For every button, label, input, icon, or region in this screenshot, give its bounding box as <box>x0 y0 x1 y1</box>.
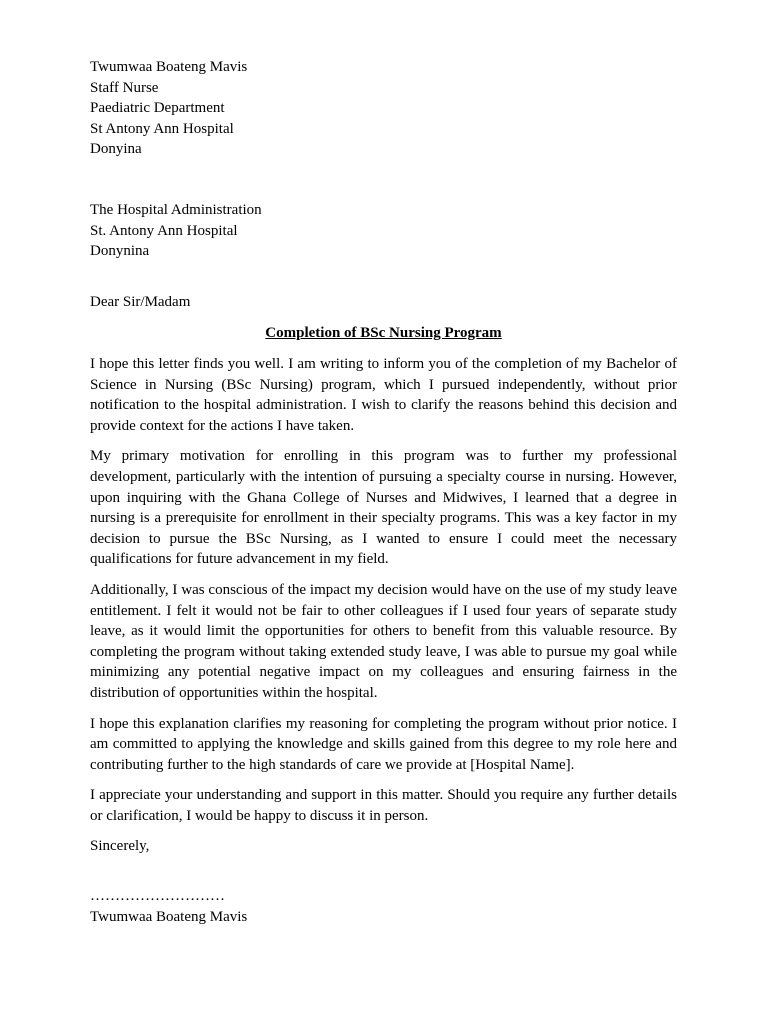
closing: Sincerely, <box>90 838 150 854</box>
sender-address <box>90 57 677 160</box>
body-paragraph-2: My primary motivation for enrolling in this program was to further my professional development, particularly with the intention of pursuing a specialty course in nursing. However, upon inquiring with the Ghana College of Nurses and Midwives, I learned that a degree in nursing is a prerequisite for enrollment in their specialty programs. This was a key factor in my decision to pursue the BSc Nursing, as I wanted to ensure I could meet the necessary qualifications for future advancement in my field. <box>90 448 677 568</box>
signature-line: ……………………… <box>90 888 225 904</box>
recipient-line-1: The Hospital Administration <box>90 202 262 218</box>
recipient-line-3: Donynina <box>90 243 150 260</box>
body-paragraph-1: I hope this letter finds you well. I am writing to inform you of the completion of my Bachelor of Science in Nursing (BSc Nursing) program, which I pursued independently, without prior notification to the hospital administration. I wish to clarify the reasons behind this decision and provide context for the actions I have taken. <box>90 356 677 434</box>
body-paragraph-4: I hope this explanation clarifies my reasoning for completing the program without prior notice. I am committed to applying the knowledge and skills gained from this degree to my role here and contributing further to the high standards of care we provide at [Hospital Name]. <box>90 715 677 773</box>
body-paragraph-3: Additionally, I was conscious of the impact my decision would have on the use of my study leave entitlement. I felt it would not be fair to other colleagues if I used four years of separate study leave, as it would limit the opportunities for others to benefit from this valuable resource. By completing the program without taking extended study leave, I was able to pursue my goal while minimizing any potential negative impact on my colleagues and ensuring fairness in the distribution of opportunities within the hospital. <box>90 581 677 701</box>
subject-heading: Completion of BSc Nursing Program <box>265 325 502 341</box>
sender-town: Donyina <box>90 141 142 158</box>
sender-name: Twumwaa Boateng Mavis <box>90 59 248 75</box>
recipient-line-2: St. Antony Ann Hospital <box>90 222 238 239</box>
signature-name: Twumwaa Boateng Mavis <box>90 909 248 925</box>
sender-department: Paediatric Department <box>90 100 225 117</box>
sender-hospital: St Antony Ann Hospital <box>90 120 234 137</box>
recipient-address <box>90 200 677 262</box>
salutation: Dear Sir/Madam <box>90 294 191 310</box>
letter-body <box>90 354 677 836</box>
body-paragraph-5: I appreciate your understanding and support in this matter. Should you require any further details or clarification, I would be happy to discuss it in person. <box>90 787 677 824</box>
sender-title: Staff Nurse <box>90 79 159 96</box>
